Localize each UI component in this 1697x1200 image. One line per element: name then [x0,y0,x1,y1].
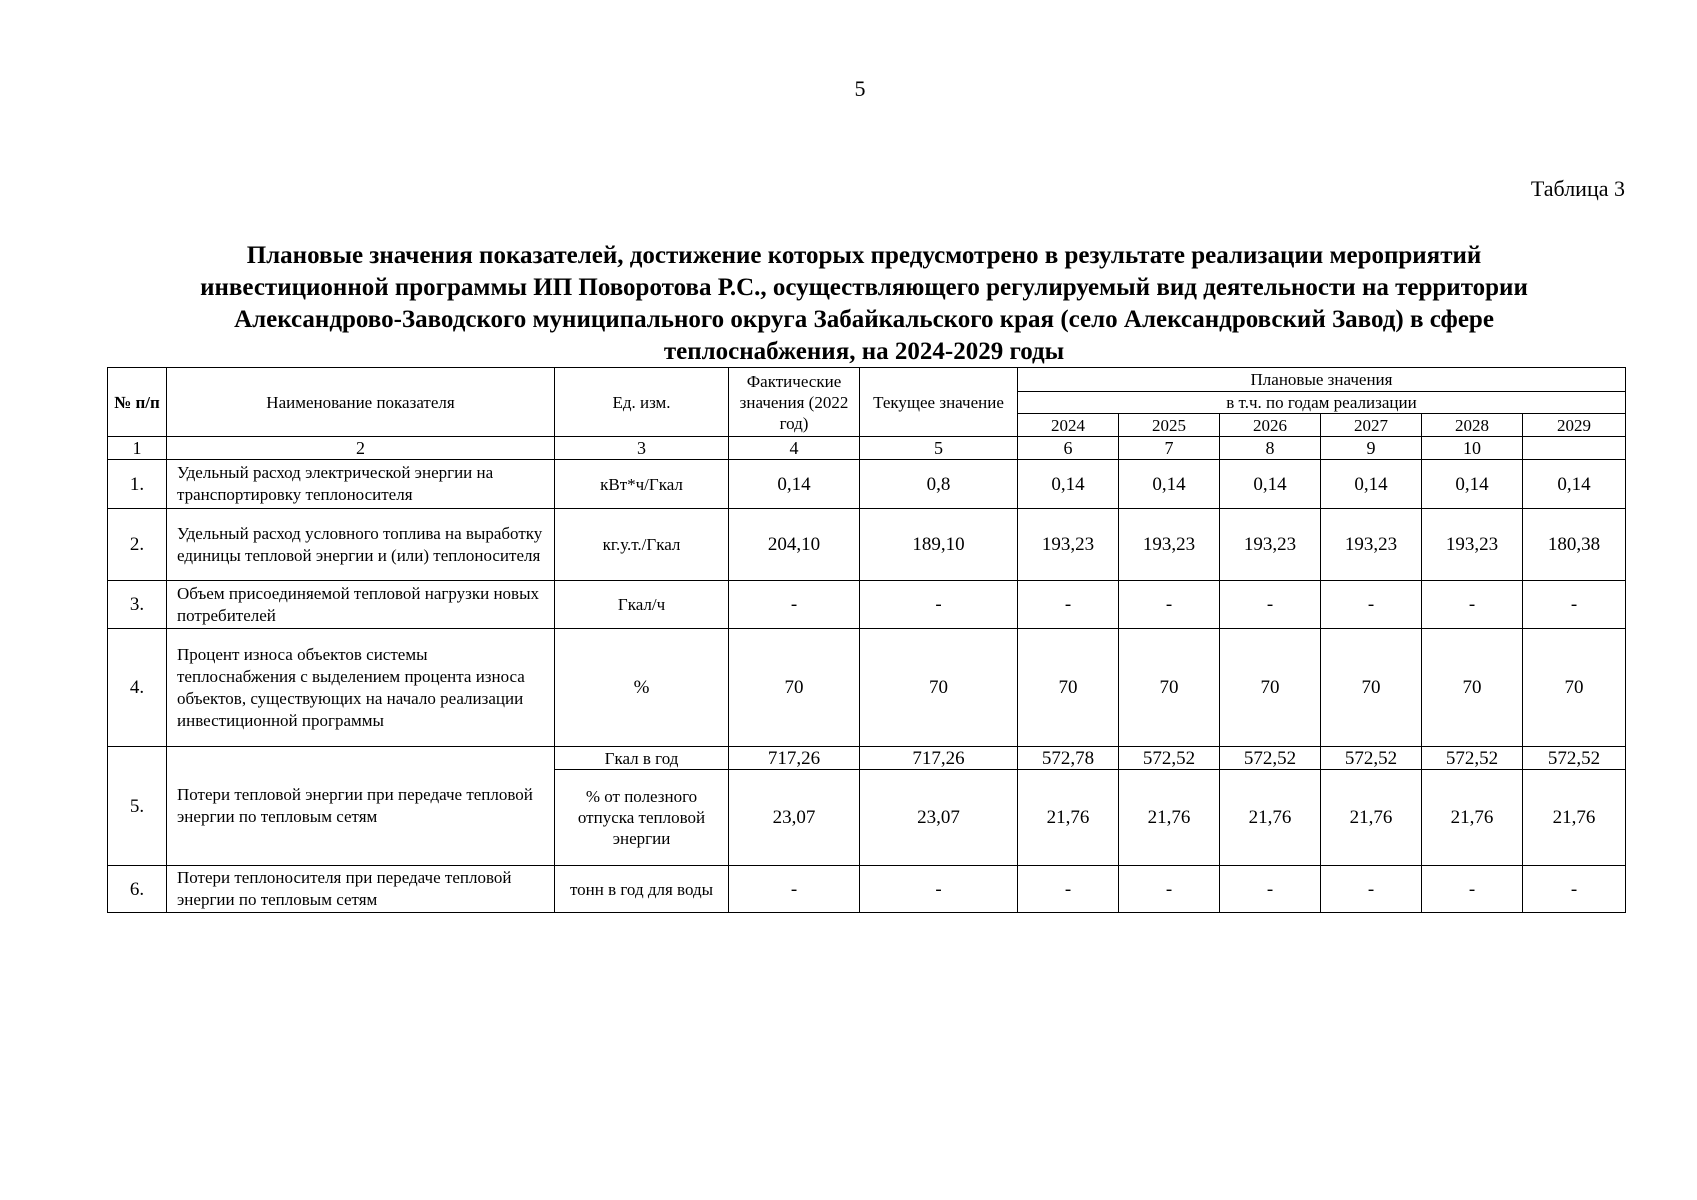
header-by-years: в т.ч. по годам реализации [1018,392,1626,414]
current-value: 189,10 [860,509,1018,581]
column-index: 8 [1220,437,1321,460]
year-value: - [1220,866,1321,913]
year-value: 180,38 [1523,509,1626,581]
column-index: 10 [1422,437,1523,460]
row-number: 5. [108,747,167,866]
current-value: 70 [860,629,1018,747]
actual-value: 204,10 [729,509,860,581]
year-value: 572,52 [1321,747,1422,770]
header-actual-values: Фактические значения (2022 год) [729,368,860,437]
year-value: - [1422,866,1523,913]
current-value: 23,07 [860,770,1018,866]
year-value: 21,76 [1422,770,1523,866]
year-value: 572,78 [1018,747,1119,770]
year-value: - [1018,581,1119,629]
title-line: инвестиционной программы ИП Поворотова Р.С., осуществляющего регулируемый вид деятельности на территории [200,274,1528,301]
header-year: 2027 [1321,414,1422,437]
actual-value: 23,07 [729,770,860,866]
year-value: 70 [1018,629,1119,747]
year-value: - [1321,866,1422,913]
year-value: 0,14 [1523,460,1626,509]
unit-cell: кВт*ч/Гкал [555,460,729,509]
actual-value: - [729,581,860,629]
header-year: 2024 [1018,414,1119,437]
year-value: - [1321,581,1422,629]
column-index-row [108,437,1626,460]
year-value: 193,23 [1321,509,1422,581]
header-indicator-name: Наименование показателя [167,368,555,437]
year-value: - [1119,581,1220,629]
year-value: 572,52 [1119,747,1220,770]
column-index: 9 [1321,437,1422,460]
current-value: - [860,866,1018,913]
year-value: 0,14 [1422,460,1523,509]
unit-cell: % от полезного отпуска тепловой энергии [555,770,729,866]
year-value: 193,23 [1119,509,1220,581]
header-year: 2029 [1523,414,1626,437]
year-value: - [1119,866,1220,913]
unit-cell: Гкал в год [555,747,729,770]
unit-cell: кг.у.т./Гкал [555,509,729,581]
table-row [108,747,1626,770]
year-value: - [1422,581,1523,629]
column-index [1523,437,1626,460]
column-index: 3 [555,437,729,460]
actual-value: - [729,866,860,913]
indicator-name: Удельный расход электрической энергии на транспортировку теплоносителя [167,460,555,509]
year-value: 70 [1220,629,1321,747]
column-index: 4 [729,437,860,460]
header-current-value: Текущее значение [860,368,1018,437]
year-value: 193,23 [1018,509,1119,581]
table-row [108,866,1626,913]
year-value: 572,52 [1523,747,1626,770]
actual-value: 717,26 [729,747,860,770]
year-value: 21,76 [1018,770,1119,866]
table-row [108,460,1626,509]
column-index: 1 [108,437,167,460]
current-value: - [860,581,1018,629]
year-value: 193,23 [1422,509,1523,581]
year-value: 70 [1523,629,1626,747]
year-value: 21,76 [1119,770,1220,866]
row-number: 3. [108,581,167,629]
document-title [100,240,1628,368]
year-value: 70 [1119,629,1220,747]
indicators-table [107,367,1626,913]
table-row [108,581,1626,629]
indicator-name: Потери тепловой энергии при передаче тепловой энергии по тепловым сетям [167,747,555,866]
table-row [108,629,1626,747]
year-value: - [1220,581,1321,629]
year-value: 572,52 [1422,747,1523,770]
actual-value: 70 [729,629,860,747]
year-value: 0,14 [1018,460,1119,509]
year-value: 21,76 [1321,770,1422,866]
year-value: 70 [1321,629,1422,747]
year-value: 21,76 [1220,770,1321,866]
header-number: № п/п [108,368,167,437]
page-number: 5 [854,76,866,101]
year-value: 70 [1422,629,1523,747]
year-value: 21,76 [1523,770,1626,866]
row-number: 4. [108,629,167,747]
year-value: - [1018,866,1119,913]
header-year: 2025 [1119,414,1220,437]
header-year: 2028 [1422,414,1523,437]
row-number: 1. [108,460,167,509]
year-value: - [1523,581,1626,629]
current-value: 717,26 [860,747,1018,770]
indicator-name: Объем присоединяемой тепловой нагрузки новых потребителей [167,581,555,629]
current-value: 0,8 [860,460,1018,509]
year-value: 572,52 [1220,747,1321,770]
year-value: 0,14 [1220,460,1321,509]
row-number: 2. [108,509,167,581]
title-line: Александрово-Заводского муниципального округа Забайкальского края (село Александровский Завод) в сфере [234,306,1494,333]
indicator-name: Потери теплоносителя при передаче тепловой энергии по тепловым сетям [167,866,555,913]
indicator-name: Процент износа объектов системы теплоснабжения с выделением процента износа объектов, существующих на начало реализации инвестиционной программы [167,629,555,747]
unit-cell: Гкал/ч [555,581,729,629]
year-value: - [1523,866,1626,913]
actual-value: 0,14 [729,460,860,509]
title-line: Плановые значения показателей, достижение которых предусмотрено в результате реализации мероприятий [246,242,1482,269]
unit-cell: % [555,629,729,747]
table-row [108,509,1626,581]
header-planned-values: Плановые значения [1018,368,1626,392]
year-value: 193,23 [1220,509,1321,581]
column-index: 7 [1119,437,1220,460]
year-value: 0,14 [1119,460,1220,509]
indicator-name: Удельный расход условного топлива на выработку единицы тепловой энергии и (или) теплоносителя [167,509,555,581]
row-number: 6. [108,866,167,913]
title-line: теплоснабжения, на 2024-2029 годы [663,338,1065,365]
column-index: 5 [860,437,1018,460]
header-unit: Ед. изм. [555,368,729,437]
column-index: 2 [167,437,555,460]
unit-cell: тонн в год для воды [555,866,729,913]
column-index: 6 [1018,437,1119,460]
header-year: 2026 [1220,414,1321,437]
year-value: 0,14 [1321,460,1422,509]
table-caption: Таблица 3 [1530,176,1625,201]
